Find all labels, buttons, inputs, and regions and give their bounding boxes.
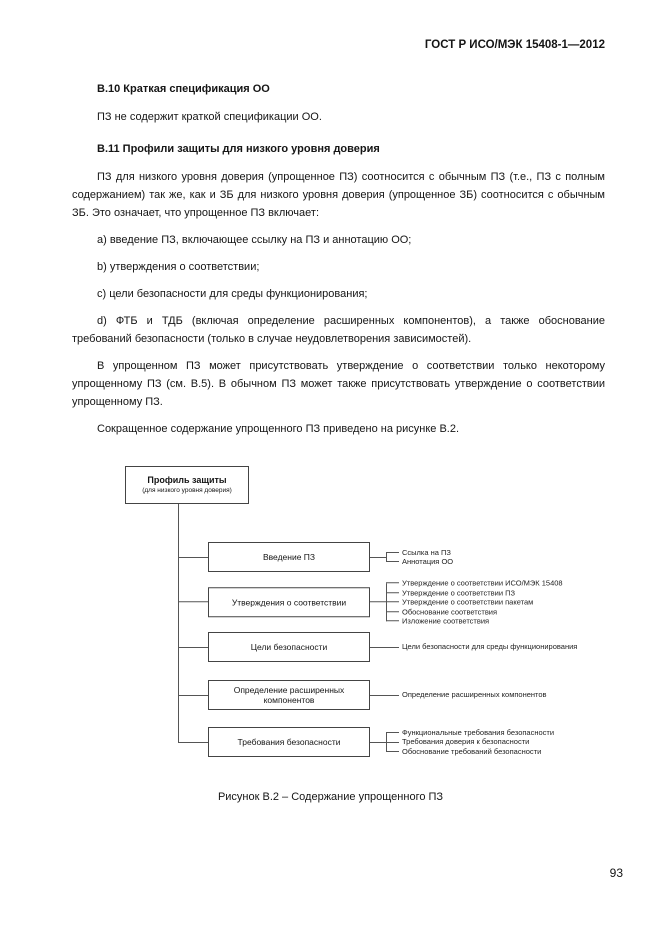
figure-output-label: Утверждение о соответствии ПЗ — [402, 587, 516, 597]
connector-stub-line — [370, 557, 386, 558]
figure-output-label: Обоснование требований безопасности — [402, 746, 542, 756]
figure-row — [178, 680, 586, 710]
figure-box: Определение расширенных компонентов — [208, 680, 370, 710]
figure-output-item — [386, 616, 586, 626]
figure-root-title: Профиль защиты — [147, 475, 227, 485]
figure-output-group — [386, 548, 586, 567]
figure-row — [178, 542, 586, 572]
figure-output-label: Ссылка на ПЗ — [402, 547, 451, 557]
figure-output-group — [386, 578, 586, 626]
figure-output-item — [386, 642, 586, 652]
document-content — [72, 36, 605, 447]
figure-output-label: Требования доверия к безопасности — [402, 737, 530, 747]
connector-stub-line — [370, 602, 386, 603]
figure-output-item — [386, 728, 586, 738]
connector-h-line — [178, 602, 208, 603]
figure-b2-diagram — [0, 462, 661, 782]
figure-output-label: Определение расширенных компонентов — [402, 690, 547, 700]
figure-output-label: Утверждение о соответствии ИСО/МЭК 15408 — [402, 578, 563, 588]
figure-row — [178, 727, 586, 757]
figure-output-item — [386, 690, 586, 700]
figure-output-group — [386, 642, 586, 652]
figure-output-label: Изложение соответствия — [402, 616, 490, 626]
figure-row — [178, 578, 586, 626]
figure-output-item — [386, 548, 586, 558]
section-b10-title: В.10 Краткая спецификация ОО — [97, 83, 270, 95]
page-number: 93 — [609, 866, 623, 880]
figure-output-item — [386, 597, 586, 607]
figure-output-item — [386, 747, 586, 757]
figure-output-label: Утверждение о соответствии пакетам — [402, 597, 534, 607]
figure-box: Введение ПЗ — [208, 542, 370, 572]
figure-output-label: Аннотация ОО — [402, 557, 454, 566]
connector-stub-line — [370, 695, 386, 696]
figure-output-item — [386, 578, 586, 588]
connector-h-line — [178, 557, 208, 558]
figure-root-subtitle: (для низкого уровня доверия) — [142, 487, 232, 494]
section-b11-title: В.11 Профили защиты для низкого уровня доверия — [97, 143, 380, 155]
figure-box: Цели безопасности — [208, 632, 370, 662]
connector-stub-line — [370, 742, 386, 743]
paragraph-b10: ПЗ не содержит краткой спецификации ОО. — [97, 111, 322, 123]
connector-h-line — [178, 742, 208, 743]
figure-box: Требования безопасности — [208, 727, 370, 757]
figure-output-item — [386, 737, 586, 747]
paragraph-b11-intro: ПЗ для низкого уровня доверия (упрощенное ПЗ) соотносится с обычным ПЗ (т.е., ПЗ с полным содержанием) так же, как и ЗБ для низкого уровня доверия (упрощенное ЗБ) соотносится с обычным ЗБ. Это означает, что упрощенное ПЗ включает: — [72, 171, 605, 219]
connector-h-line — [178, 695, 208, 696]
figure-caption: Рисунок В.2 – Содержание упрощенного ПЗ — [217, 791, 444, 803]
figure-output-label: Цели безопасности для среды функционирования — [402, 642, 578, 652]
document-header: ГОСТ Р ИСО/МЭК 15408-1—2012 — [424, 39, 605, 51]
paragraph-b11-figure-ref: Сокращенное содержание упрощенного ПЗ приведено на рисунке В.2. — [97, 423, 460, 435]
figure-root-box — [125, 466, 249, 504]
figure-row — [178, 632, 586, 662]
figure-output-item — [386, 607, 586, 617]
figure-output-item — [386, 557, 586, 567]
connector-h-line — [178, 647, 208, 648]
figure-output-item — [386, 588, 586, 598]
figure-output-label: Обоснование соответствия — [402, 606, 498, 616]
list-item-a: a) введение ПЗ, включающее ссылку на ПЗ и аннотацию ОО; — [97, 234, 412, 246]
figure-box: Утверждения о соответствии — [208, 587, 370, 617]
connector-stub-line — [370, 647, 386, 648]
list-item-c: c) цели безопасности для среды функционирования; — [97, 288, 368, 300]
figure-output-group — [386, 728, 586, 757]
list-item-b: b) утверждения о соответствии; — [97, 261, 260, 273]
list-item-d: d) ФТБ и ТДБ (включая определение расширенных компонентов), а также обоснование требований безопасности (только в случае неудовлетворения зависимостей). — [72, 315, 605, 345]
figure-output-group — [386, 690, 586, 700]
figure-output-label: Функциональные требования безопасности — [402, 727, 555, 737]
paragraph-b11-claims: В упрощенном ПЗ может присутствовать утверждение о соответствии только некоторому упрощенному ПЗ (см. В.5). В обычном ПЗ может также присутствовать утверждение о соответствии упрощенному ПЗ. — [72, 360, 605, 408]
